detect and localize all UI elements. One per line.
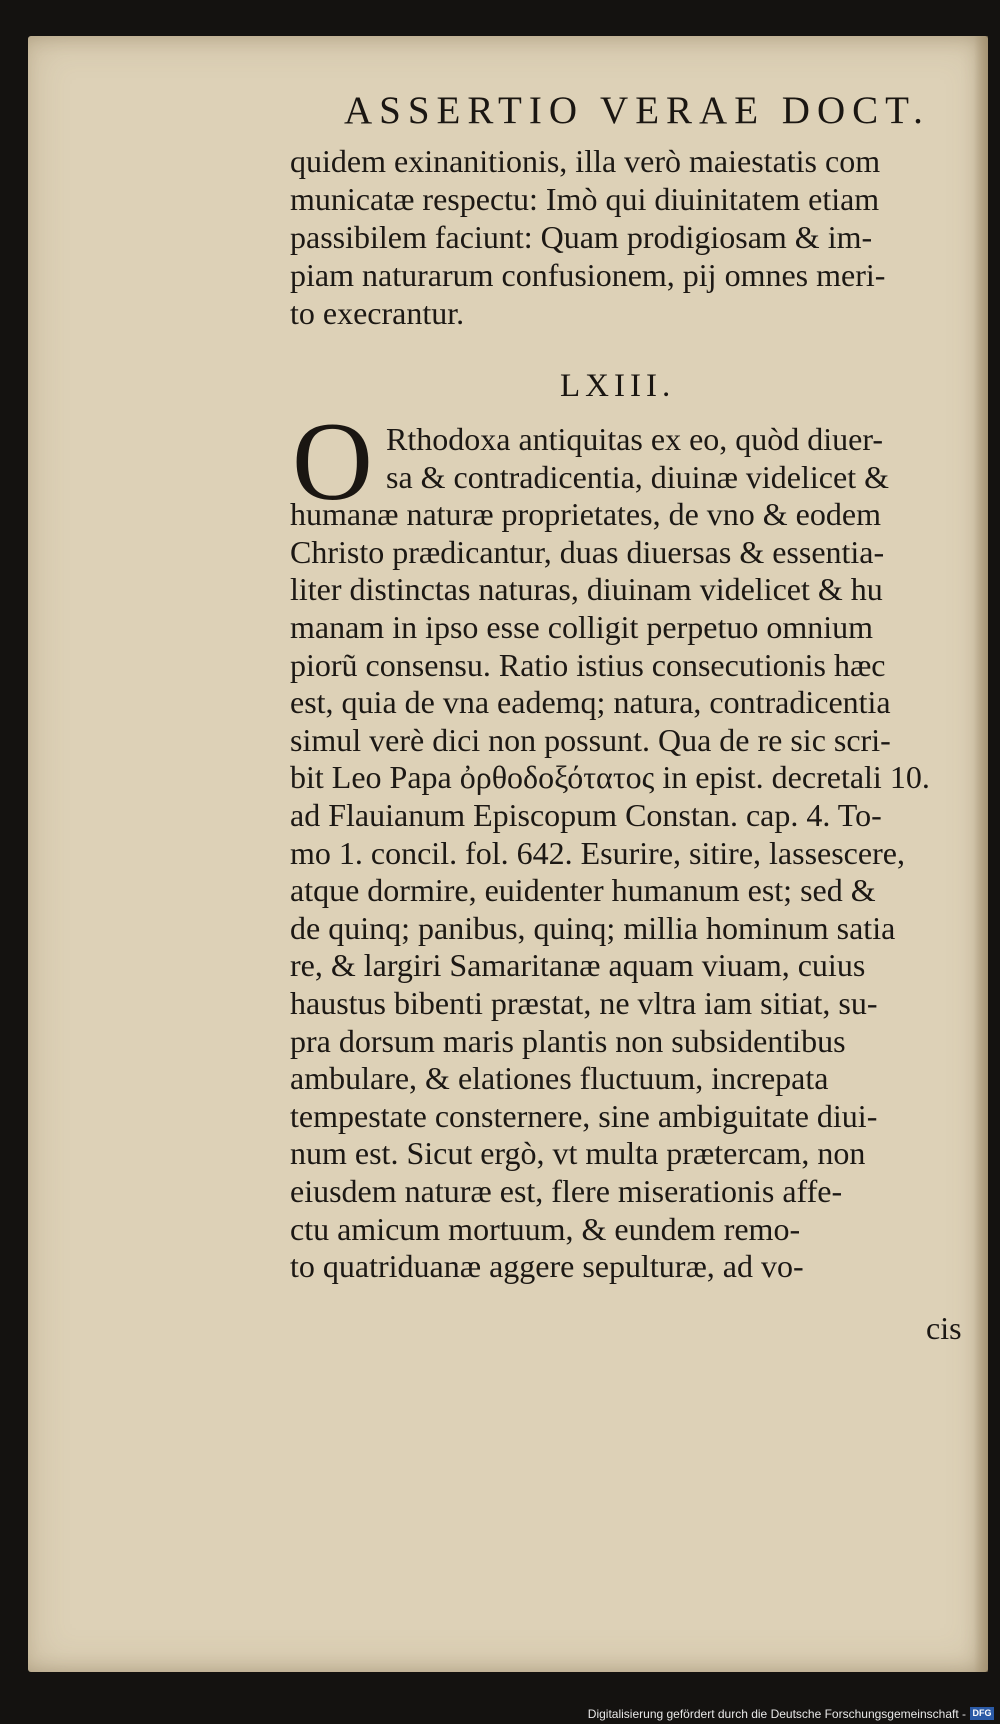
- text-line: atque dormire, euidenter humanum est; sed &: [290, 872, 876, 909]
- text-line: tempestate consternere, sine ambiguitate diui-: [290, 1097, 878, 1134]
- text-line: pra dorsum maris plantis non subsidentibus: [290, 1022, 846, 1059]
- text-line: Christo prædicantur, duas diuersas & essentia-: [290, 533, 885, 570]
- text-line: quidem exinanitionis, illa verò maiestatis com: [290, 143, 881, 179]
- dfg-logo: DFG: [970, 1707, 994, 1720]
- text-line: passibilem faciunt: Quam prodigiosam & im-: [290, 219, 873, 255]
- text-line: liter distinctas naturas, diuinam videlicet & hu: [290, 571, 883, 608]
- text-line: humanæ naturæ proprietates, de vno & eodem: [290, 496, 881, 533]
- running-head: ASSERTIO VERAE DOCT.: [344, 89, 930, 132]
- text-line: ctu amicum mortuum, & eundem remo-: [290, 1210, 801, 1247]
- text-line: piorũ consensu. Ratio istius consecutionis hæc: [290, 646, 886, 683]
- text-line: to execrantur.: [290, 295, 465, 331]
- text-line: est, quia de vna eademq; natura, contradicentia: [290, 684, 891, 721]
- text-line: haustus bibenti præstat, ne vltra iam sitiat, su-: [290, 985, 878, 1021]
- text-line: bit Leo Papa ὀρθοδοξότατος in epist. decretali 10.: [290, 759, 930, 796]
- text-line: manam in ipso esse colligit perpetuo omnium: [290, 609, 874, 645]
- text-line: piam naturarum confusionem, pij omnes meri-: [290, 257, 886, 293]
- text-line: re, & largiri Samaritanæ aquam viuam, cuius: [290, 947, 866, 984]
- text-line: Rthodoxa antiquitas ex eo, quòd diuer-: [386, 421, 884, 457]
- page-edge-shadow: [974, 36, 988, 1672]
- section-number: LXIII.: [560, 368, 676, 404]
- text-line: mo 1. concil. fol. 642. Esurire, sitire, lassescere,: [290, 834, 905, 871]
- catchword: cis: [926, 1310, 962, 1346]
- text-line: to quatriduanæ aggere sepulturæ, ad vo-: [290, 1248, 804, 1285]
- text-line: ad Flauianum Episcopum Constan. cap. 4. To-: [290, 797, 882, 833]
- text-line: municatæ respectu: Imò qui diuinitatem etiam: [290, 181, 880, 217]
- text-line: de quinq; panibus, quinq; millia hominum satia: [290, 909, 896, 946]
- footer-credit: Digitalisierung gefördert durch die Deutsche Forschungsgemeinschaft -: [587, 1707, 966, 1721]
- text-line: eiusdem naturæ est, flere miserationis affe-: [290, 1173, 843, 1209]
- text-line: ambulare, & elationes fluctuum, increpata: [290, 1060, 829, 1097]
- text-line: simul verè dici non possunt. Qua de re sic scri-: [290, 721, 891, 758]
- drop-cap-initial: O: [292, 400, 373, 524]
- footer-bar: [0, 1702, 1000, 1724]
- text-line: num est. Sicut ergò, vt multa prætercam, non: [290, 1135, 866, 1172]
- text-line: sa & contradicentia, diuinæ videlicet &: [386, 458, 889, 495]
